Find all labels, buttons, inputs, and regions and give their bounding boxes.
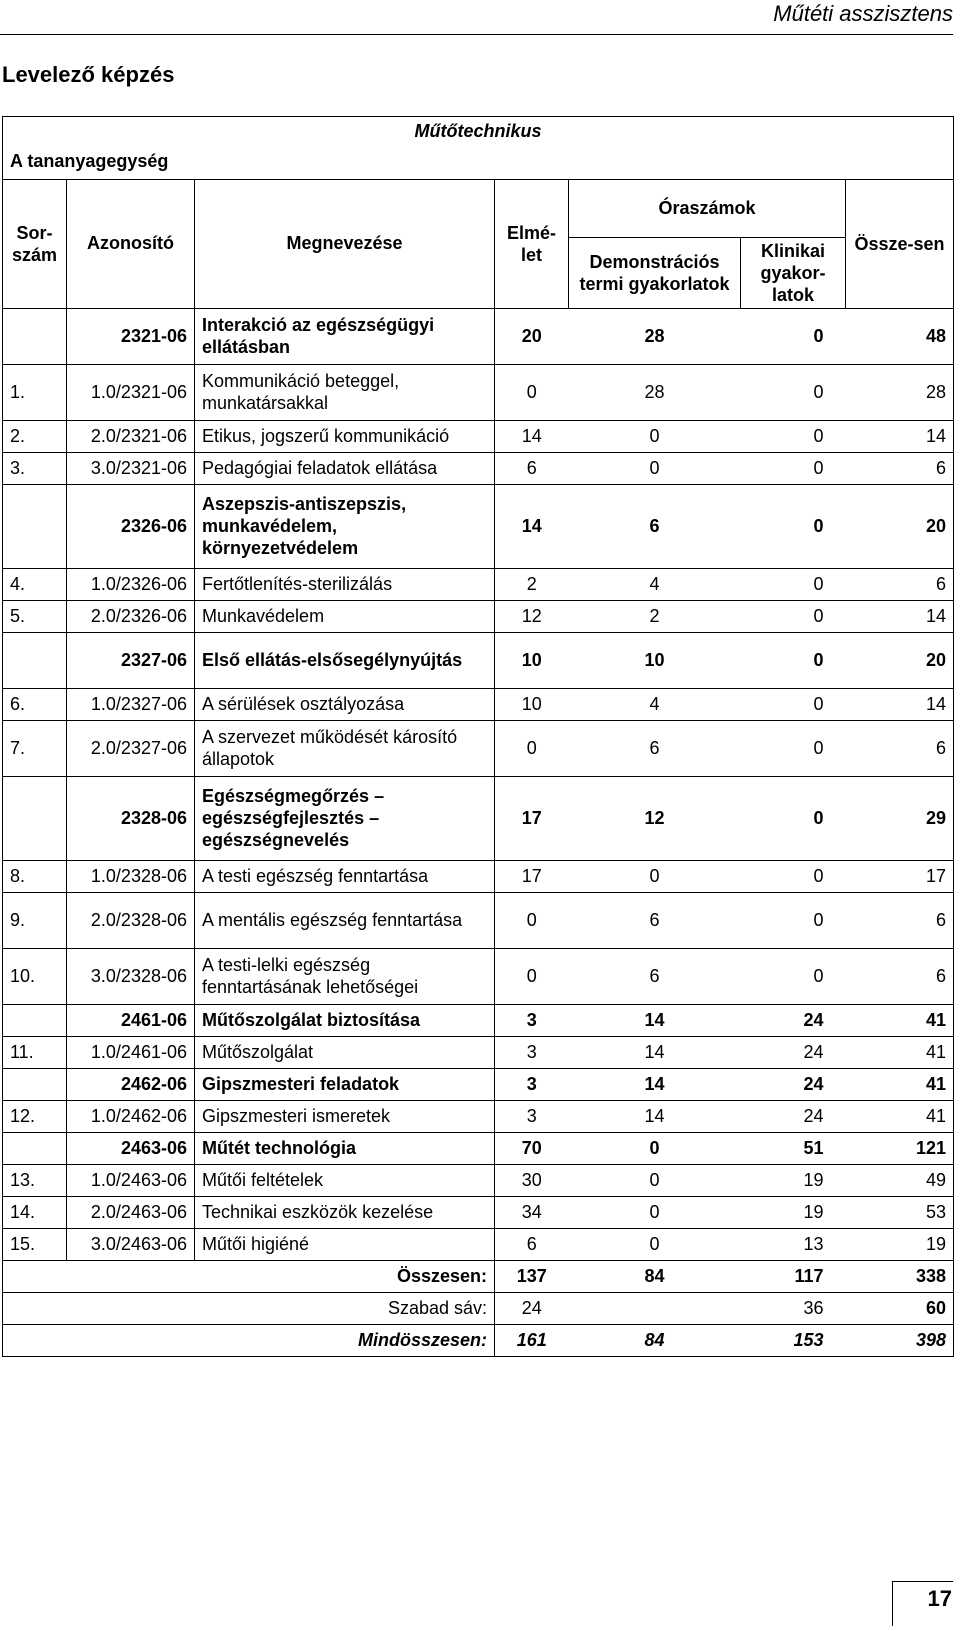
table-row	[3, 1100, 954, 1132]
module-row	[3, 1068, 954, 1100]
total-cell: 6	[846, 892, 954, 948]
module-row	[3, 1132, 954, 1164]
name-cell: Fertőtlenítés-sterilizálás	[195, 568, 495, 600]
name-cell: Műtőszolgálat biztosítása	[195, 1004, 495, 1036]
total-cell: 6	[846, 720, 954, 776]
demo-cell: 0	[569, 1164, 741, 1196]
name-cell: A mentális egészség fenntartása	[195, 892, 495, 948]
total-cell: 14	[846, 688, 954, 720]
demo-cell: 12	[569, 776, 741, 860]
clinical-cell: 0	[741, 484, 846, 568]
theory-cell: 6	[495, 452, 569, 484]
name-cell: Pedagógiai feladatok ellátása	[195, 452, 495, 484]
theory-cell: 70	[495, 1132, 569, 1164]
clinical-cell: 0	[741, 308, 846, 364]
demo-cell: 84	[569, 1260, 741, 1292]
clinical-heading: Klinikai gyakor-latok	[741, 237, 846, 308]
total-cell: 53	[846, 1196, 954, 1228]
table-row	[3, 720, 954, 776]
theory-cell: 3	[495, 1068, 569, 1100]
name-cell: Kommunikáció beteggel, munkatársakkal	[195, 364, 495, 420]
table-head	[3, 117, 954, 309]
clinical-cell: 0	[741, 420, 846, 452]
theory-heading	[495, 179, 569, 308]
identifier-cell: 2328-06	[67, 776, 195, 860]
demo-cell: 14	[569, 1036, 741, 1068]
serial-cell: 12.	[3, 1100, 67, 1132]
table-body	[3, 308, 954, 1356]
clinical-cell: 0	[741, 568, 846, 600]
theory-cell: 2	[495, 568, 569, 600]
identifier-cell: 1.0/2321-06	[67, 364, 195, 420]
demo-cell: 2	[569, 600, 741, 632]
table-row	[3, 948, 954, 1004]
total-cell: 6	[846, 568, 954, 600]
clinical-cell: 0	[741, 776, 846, 860]
identifier-heading: Azonosító	[67, 179, 195, 308]
table-row	[3, 364, 954, 420]
totals-row	[3, 1292, 954, 1324]
demo-cell: 4	[569, 568, 741, 600]
name-heading: Megnevezése	[195, 179, 495, 308]
demo-cell: 14	[569, 1100, 741, 1132]
table-row	[3, 860, 954, 892]
total-cell: 41	[846, 1004, 954, 1036]
table-row	[3, 568, 954, 600]
total-cell: 6	[846, 948, 954, 1004]
page-number: 17	[927, 1586, 952, 1611]
clinical-cell: 51	[741, 1132, 846, 1164]
module-row	[3, 484, 954, 568]
total-cell: 41	[846, 1036, 954, 1068]
section-title: Levelező képzés	[2, 62, 175, 87]
clinical-cell: 13	[741, 1228, 846, 1260]
clinical-cell: 24	[741, 1036, 846, 1068]
total-cell: 20	[846, 484, 954, 568]
total-cell: 48	[846, 308, 954, 364]
serial-cell	[3, 308, 67, 364]
serial-cell: 4.	[3, 568, 67, 600]
demo-cell	[569, 1292, 741, 1324]
total-cell: 29	[846, 776, 954, 860]
identifier-cell: 2.0/2321-06	[67, 420, 195, 452]
identifier-cell: 3.0/2463-06	[67, 1228, 195, 1260]
clinical-cell: 19	[741, 1196, 846, 1228]
name-cell: Műtői higiéné	[195, 1228, 495, 1260]
table-row	[3, 1196, 954, 1228]
table-row	[3, 600, 954, 632]
theory-cell: 3	[495, 1004, 569, 1036]
serial-cell: 5.	[3, 600, 67, 632]
serial-cell	[3, 484, 67, 568]
module-row	[3, 308, 954, 364]
identifier-cell: 2.0/2463-06	[67, 1196, 195, 1228]
identifier-cell: 2327-06	[67, 632, 195, 688]
demo-cell: 0	[569, 452, 741, 484]
total-heading	[846, 179, 954, 308]
serial-cell: 10.	[3, 948, 67, 1004]
theory-cell: 20	[495, 308, 569, 364]
demo-cell: 14	[569, 1068, 741, 1100]
demo-cell: 6	[569, 892, 741, 948]
name-cell: Egészségmegőrzés – egészségfejlesztés – egészségnevelés	[195, 776, 495, 860]
serial-heading	[3, 179, 67, 308]
theory-cell: 24	[495, 1292, 569, 1324]
name-cell: Gipszmesteri ismeretek	[195, 1100, 495, 1132]
serial-cell: 8.	[3, 860, 67, 892]
name-cell: A testi egészség fenntartása	[195, 860, 495, 892]
total-cell: 60	[846, 1292, 954, 1324]
total-cell: 121	[846, 1132, 954, 1164]
identifier-cell: 1.0/2328-06	[67, 860, 195, 892]
demo-cell: 14	[569, 1004, 741, 1036]
identifier-cell: 2321-06	[67, 308, 195, 364]
unit-heading	[3, 150, 195, 180]
name-cell: A testi-lelki egészség fenntartásának lehetőségei	[195, 948, 495, 1004]
clinical-cell: 24	[741, 1068, 846, 1100]
total-cell: 6	[846, 452, 954, 484]
theory-cell: 12	[495, 600, 569, 632]
total-cell: 28	[846, 364, 954, 420]
theory-cell: 10	[495, 632, 569, 688]
table-row	[3, 420, 954, 452]
theory-cell: 34	[495, 1196, 569, 1228]
serial-cell: 14.	[3, 1196, 67, 1228]
name-cell: Etikus, jogszerű kommunikáció	[195, 420, 495, 452]
theory-cell: 17	[495, 776, 569, 860]
identifier-cell: 1.0/2461-06	[67, 1036, 195, 1068]
total-cell: 41	[846, 1100, 954, 1132]
demo-cell: 0	[569, 1196, 741, 1228]
total-cell: 49	[846, 1164, 954, 1196]
specialty-heading: Műtőtechnikus	[3, 117, 954, 179]
total-cell: 398	[846, 1324, 954, 1356]
serial-cell: 13.	[3, 1164, 67, 1196]
serial-heading-text: Sor-szám	[11, 222, 58, 265]
theory-cell: 14	[495, 484, 569, 568]
serial-cell: 2.	[3, 420, 67, 452]
demo-cell: 28	[569, 308, 741, 364]
clinical-cell: 0	[741, 452, 846, 484]
name-cell: Műtői feltételek	[195, 1164, 495, 1196]
theory-cell: 0	[495, 948, 569, 1004]
clinical-cell: 24	[741, 1004, 846, 1036]
curriculum-table	[2, 116, 954, 1357]
theory-heading-text: Elmé-let	[506, 222, 557, 265]
clinical-cell: 19	[741, 1164, 846, 1196]
identifier-cell: 2.0/2327-06	[67, 720, 195, 776]
clinical-cell: 153	[741, 1324, 846, 1356]
table-row	[3, 1228, 954, 1260]
name-cell: Műtőszolgálat	[195, 1036, 495, 1068]
totals-row	[3, 1324, 954, 1356]
serial-cell: 1.	[3, 364, 67, 420]
totals-row	[3, 1260, 954, 1292]
theory-cell: 17	[495, 860, 569, 892]
serial-cell: 6.	[3, 688, 67, 720]
demo-cell: 0	[569, 1132, 741, 1164]
demo-cell: 0	[569, 1228, 741, 1260]
serial-cell	[3, 632, 67, 688]
name-cell: Első ellátás-elsősegélynyújtás	[195, 632, 495, 688]
demo-cell: 0	[569, 860, 741, 892]
theory-cell: 3	[495, 1036, 569, 1068]
totals-label: Mindösszesen:	[3, 1324, 495, 1356]
total-cell: 14	[846, 420, 954, 452]
identifier-cell: 3.0/2321-06	[67, 452, 195, 484]
totals-label: Összesen:	[3, 1260, 495, 1292]
serial-cell: 3.	[3, 452, 67, 484]
demo-cell: 0	[569, 420, 741, 452]
theory-cell: 0	[495, 364, 569, 420]
total-cell: 19	[846, 1228, 954, 1260]
total-cell: 338	[846, 1260, 954, 1292]
unit-heading-text: A tananyagegység	[10, 150, 169, 171]
demo-cell: 6	[569, 720, 741, 776]
identifier-cell: 2463-06	[67, 1132, 195, 1164]
serial-cell: 7.	[3, 720, 67, 776]
serial-cell: 15.	[3, 1228, 67, 1260]
totals-label: Szabad sáv:	[3, 1292, 495, 1324]
demo-cell: 4	[569, 688, 741, 720]
theory-cell: 6	[495, 1228, 569, 1260]
serial-cell: 11.	[3, 1036, 67, 1068]
name-cell: Interakció az egészségügyi ellátásban	[195, 308, 495, 364]
module-row	[3, 1004, 954, 1036]
theory-cell: 137	[495, 1260, 569, 1292]
theory-cell: 3	[495, 1100, 569, 1132]
total-heading-text: Össze-sen	[854, 233, 945, 254]
table-row	[3, 452, 954, 484]
clinical-cell: 36	[741, 1292, 846, 1324]
identifier-cell: 2.0/2328-06	[67, 892, 195, 948]
table-row	[3, 688, 954, 720]
serial-cell	[3, 1004, 67, 1036]
identifier-cell: 2326-06	[67, 484, 195, 568]
hours-heading: Óraszámok	[569, 179, 846, 237]
identifier-cell: 1.0/2326-06	[67, 568, 195, 600]
table-row	[3, 1164, 954, 1196]
clinical-cell: 0	[741, 364, 846, 420]
name-cell: Aszepszis-antiszepszis, munkavédelem, környezetvédelem	[195, 484, 495, 568]
table-row	[3, 1036, 954, 1068]
demo-cell: 28	[569, 364, 741, 420]
module-row	[3, 776, 954, 860]
total-cell: 14	[846, 600, 954, 632]
demo-cell: 10	[569, 632, 741, 688]
identifier-cell: 1.0/2327-06	[67, 688, 195, 720]
theory-cell: 30	[495, 1164, 569, 1196]
serial-cell	[3, 1132, 67, 1164]
theory-cell: 161	[495, 1324, 569, 1356]
module-row	[3, 632, 954, 688]
demo-cell: 6	[569, 484, 741, 568]
name-cell: Technikai eszközök kezelése	[195, 1196, 495, 1228]
running-title: Műtéti asszisztens	[773, 1, 953, 26]
serial-cell: 9.	[3, 892, 67, 948]
name-cell: Műtét technológia	[195, 1132, 495, 1164]
demo-cell: 6	[569, 948, 741, 1004]
theory-cell: 0	[495, 720, 569, 776]
serial-cell	[3, 776, 67, 860]
name-cell: Gipszmesteri feladatok	[195, 1068, 495, 1100]
name-cell: A sérülések osztályozása	[195, 688, 495, 720]
clinical-cell: 0	[741, 600, 846, 632]
clinical-cell: 117	[741, 1260, 846, 1292]
serial-cell	[3, 1068, 67, 1100]
identifier-cell: 2.0/2326-06	[67, 600, 195, 632]
name-cell: Munkavédelem	[195, 600, 495, 632]
clinical-cell: 0	[741, 632, 846, 688]
identifier-cell: 1.0/2463-06	[67, 1164, 195, 1196]
identifier-cell: 2461-06	[67, 1004, 195, 1036]
clinical-cell: 0	[741, 948, 846, 1004]
clinical-cell: 0	[741, 688, 846, 720]
running-header	[0, 0, 953, 35]
total-cell: 17	[846, 860, 954, 892]
theory-cell: 14	[495, 420, 569, 452]
clinical-cell: 0	[741, 892, 846, 948]
theory-cell: 10	[495, 688, 569, 720]
clinical-cell: 24	[741, 1100, 846, 1132]
theory-cell: 0	[495, 892, 569, 948]
clinical-cell: 0	[741, 720, 846, 776]
table-row	[3, 892, 954, 948]
name-cell: A szervezet működését károsító állapotok	[195, 720, 495, 776]
total-cell: 20	[846, 632, 954, 688]
clinical-cell: 0	[741, 860, 846, 892]
identifier-cell: 2462-06	[67, 1068, 195, 1100]
identifier-cell: 3.0/2328-06	[67, 948, 195, 1004]
demo-heading: Demonstrációs termi gyakorlatok	[569, 237, 741, 308]
demo-cell: 84	[569, 1324, 741, 1356]
total-cell: 41	[846, 1068, 954, 1100]
identifier-cell: 1.0/2462-06	[67, 1100, 195, 1132]
